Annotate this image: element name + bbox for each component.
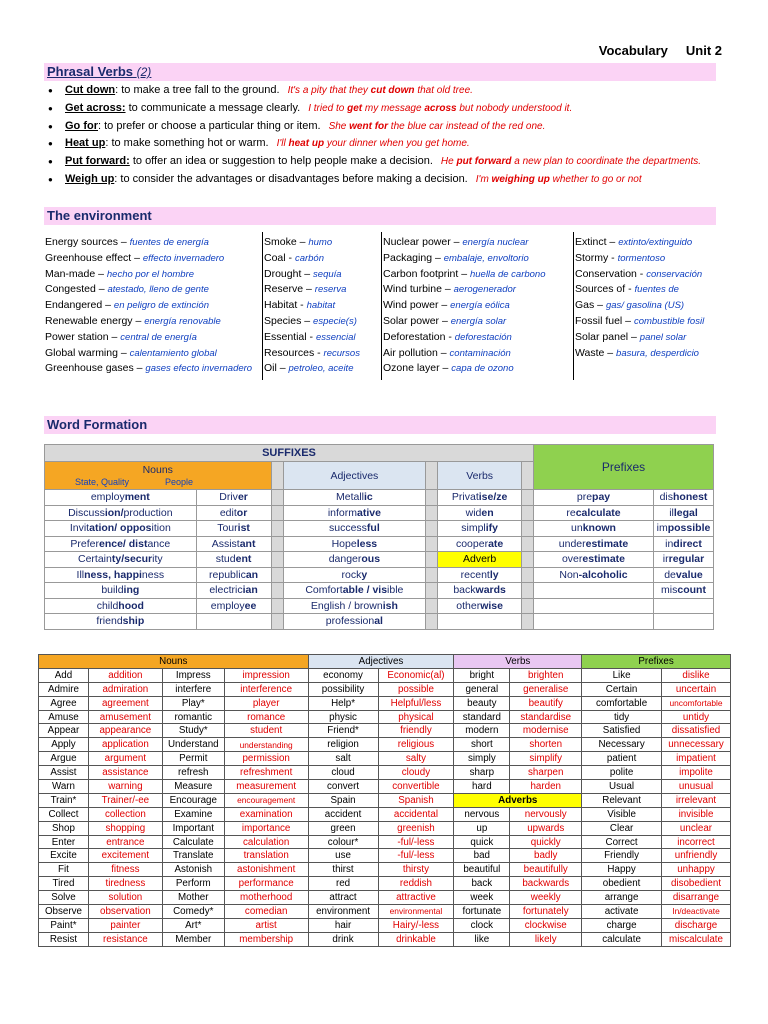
- environment-term: Conservation - conservación: [575, 267, 703, 280]
- environment-term: Species – especie(s): [264, 314, 357, 327]
- word-table-row: Agree agreement Play* player Help* Helpful/less beauty beautify comfortable uncomfortable: [39, 696, 731, 710]
- environment-band: [44, 207, 716, 225]
- prefixes-header: Prefixes: [534, 445, 714, 490]
- suffix-row: childhood employee English / brownish otherwise: [45, 598, 714, 614]
- suffix-adjectives-header: Adjectives: [283, 462, 426, 490]
- word-table-row: Warn warning Measure measurement convert convertible hard harden Usual unusual: [39, 780, 731, 794]
- suffix-row: building electrician Comfortable / visible backwards miscount: [45, 583, 714, 599]
- environment-term: Ozone layer – capa de ozono: [383, 362, 514, 375]
- environment-term: Congested – atestado, lleno de gente: [45, 283, 209, 296]
- environment-term: Reserve – reserva: [264, 283, 347, 296]
- suffix-row: Certainty/security student dangerous Adverb overestimate irregular: [45, 552, 714, 568]
- environment-term: Greenhouse effect – effecto invernadero: [45, 251, 225, 264]
- environment-term: Smoke – humo: [264, 236, 333, 248]
- environment-term: Sources of - fuentes de: [575, 283, 679, 296]
- environment-term: Packaging – embalaje, envoltorio: [383, 251, 529, 264]
- environment-column: [382, 232, 574, 380]
- word-table-row: Excite excitement Translate translation use -ful/-less bad badly Friendly unfriendly: [39, 849, 731, 863]
- word-formation-title: Word Formation: [47, 417, 148, 432]
- word-table-row: Shop shopping Important importance green greenish up upwards Clear unclear: [39, 821, 731, 835]
- environment-term: Fossil fuel – combustible fosil: [575, 314, 705, 327]
- environment-table: [44, 232, 716, 380]
- suffixes-table: [44, 444, 714, 630]
- environment-term: Endangered – en peligro de extinción: [45, 299, 209, 312]
- word-table-row: Fit fitness Astonish astonishment thirst thirsty beautiful beautifully Happy unhappy: [39, 863, 731, 877]
- environment-term: Nuclear power – energía nuclear: [383, 236, 529, 248]
- phrasal-verb-item: ● Go for: to prefer or choose a particular thing or item. She went for the blue car instead of the red one.: [48, 118, 701, 136]
- verbs-header: Verbs: [454, 655, 582, 669]
- word-table-row: Paint* painter Art* artist hair Hairy/-less clock clockwise charge discharge: [39, 918, 731, 932]
- environment-term: Solar panel – panel solar: [575, 330, 687, 343]
- word-table-row: Observe observation Comedy* comedian environment environmental fortunate fortunately activate In/deactivate: [39, 905, 731, 919]
- environment-term: Gas – gas/ gasolina (US): [575, 299, 685, 312]
- word-table-row: Assist assistance refresh refreshment cloud cloudy sharp sharpen polite impolite: [39, 766, 731, 780]
- environment-term: Essential - essencial: [264, 330, 356, 343]
- word-formation-band: [44, 416, 716, 434]
- word-table-row: Resist resistance Member membership drink drinkable like likely calculate miscalculate: [39, 932, 731, 946]
- word-table-row: Admire admiration interfere interference possibility possible general generalise Certain uncertain: [39, 682, 731, 696]
- phrasal-verb-item: ● Cut down: to make a tree fall to the ground. It's a pity that they cut down that old tree.: [48, 82, 701, 100]
- phrasal-verb-item: ● Heat up: to make something hot or warm. I'll heat up your dinner when you get home.: [48, 135, 701, 153]
- nouns-header: Nouns: [39, 655, 309, 669]
- environment-term: Power station – central de energía: [45, 330, 197, 343]
- suffix-nouns-header: Nouns State, Quality People: [45, 462, 272, 490]
- word-table-row: Apply application Understand understanding religion religious short shorten Necessary unnecessary: [39, 738, 731, 752]
- environment-term: Solar power – energía solar: [383, 314, 507, 327]
- word-table-header: [39, 655, 731, 669]
- environment-term: Extinct – extinto/extinguido: [575, 236, 693, 248]
- environment-term: Man-made – hecho por el hombre: [45, 267, 195, 280]
- word-table-row: Amuse amusement romantic romance physic physical standard standardise tidy untidy: [39, 710, 731, 724]
- environment-term: Waste – basura, desperdicio: [575, 346, 699, 359]
- environment-term: Renewable energy – energía renovable: [45, 314, 221, 327]
- suffix-row: Illness, happiness republican rocky recently Non-alcoholic devalue: [45, 567, 714, 583]
- word-table-row: Enter entrance Calculate calculation colour* -ful/-less quick quickly Correct incorrect: [39, 835, 731, 849]
- prefixes-header: Prefixes: [582, 655, 731, 669]
- word-table-row: Collect collection Examine examination accident accidental nervous nervously Visible invisible: [39, 807, 731, 821]
- unit-label: Unit 2: [685, 43, 722, 58]
- environment-term: Drought – sequía: [264, 267, 342, 280]
- environment-term: Habitat - habitat: [264, 299, 336, 312]
- environment-term: Air pollution – contaminación: [383, 346, 511, 359]
- word-table-row: Train* Trainer/-ee Encourage encouragement Spain Spanish Adverbs Relevant irrelevant: [39, 793, 731, 807]
- environment-term: Carbon footprint – huella de carbono: [383, 267, 546, 280]
- suffix-row: Invitation/ opposition Tourist successful simplify unknown impossible: [45, 521, 714, 537]
- environment-term: Coal - carbón: [264, 251, 324, 264]
- environment-term: Resources - recursos: [264, 346, 360, 359]
- phrasal-verbs-band: [44, 63, 716, 81]
- phrasal-verb-item: ● Weigh up: to consider the advantages or disadvantages before making a decision. I'm weighing up whether to go or not: [48, 171, 701, 189]
- suffix-verbs-header: Verbs: [438, 462, 522, 490]
- environment-column: [574, 232, 716, 380]
- suffix-row: friendship professional: [45, 614, 714, 630]
- environment-term: Stormy - tormentoso: [575, 251, 666, 264]
- word-table-row: Argue argument Permit permission salt salty simply simplify patient impatient: [39, 752, 731, 766]
- adverb-label: Adverb: [438, 552, 522, 568]
- suffixes-header: SUFFIXES: [45, 445, 534, 462]
- word-table-row: Add addition Impress impression economy Economic(al) bright brighten Like dislike: [39, 668, 731, 682]
- environment-term: Energy sources – fuentes de energía: [45, 236, 209, 248]
- environment-term: Oil – petroleo, aceite: [264, 362, 354, 375]
- suffix-row: employment Driver Metallic Privatise/ze prepay dishonest: [45, 490, 714, 506]
- word-table-row: Tired tiredness Perform performance red reddish back backwards obedient disobedient: [39, 877, 731, 891]
- environment-term: Greenhouse gases – gases efecto invernadero: [45, 362, 253, 375]
- phrasal-verb-item: ● Get across: to communicate a message clearly. I tried to get my message across but nobody understood it.: [48, 100, 701, 118]
- phrasal-verbs-title: Phrasal Verbs (2): [47, 64, 152, 79]
- suffix-row: Preference/ distance Assistant Hopeless cooperate underestimate indirect: [45, 536, 714, 552]
- phrasal-verbs-list: [48, 82, 701, 189]
- environment-term: Wind power – energía eólica: [383, 299, 510, 312]
- word-table-row: Solve solution Mother motherhood attract attractive week weekly arrange disarrange: [39, 891, 731, 905]
- vocabulary-label: Vocabulary: [598, 43, 668, 58]
- adjectives-header: Adjectives: [308, 655, 454, 669]
- environment-column: [44, 232, 263, 380]
- word-formation-table: [38, 654, 731, 947]
- suffix-row: Discussion/production editor informative widen recalculate illegal: [45, 505, 714, 521]
- phrasal-verb-item: ● Put forward: to offer an idea or suggestion to help people make a decision. He put forward a new plan to coordinate the departments.: [48, 153, 701, 171]
- environment-title: The environment: [47, 208, 152, 223]
- word-table-row: Appear appearance Study* student Friend* friendly modern modernise Satisfied dissatisfied: [39, 724, 731, 738]
- environment-column: [263, 232, 382, 380]
- environment-term: Deforestation - deforestación: [383, 330, 512, 343]
- page-header: [581, 43, 722, 58]
- environment-term: Global warming – calentamiento global: [45, 346, 217, 359]
- environment-term: Wind turbine – aerogenerador: [383, 283, 516, 296]
